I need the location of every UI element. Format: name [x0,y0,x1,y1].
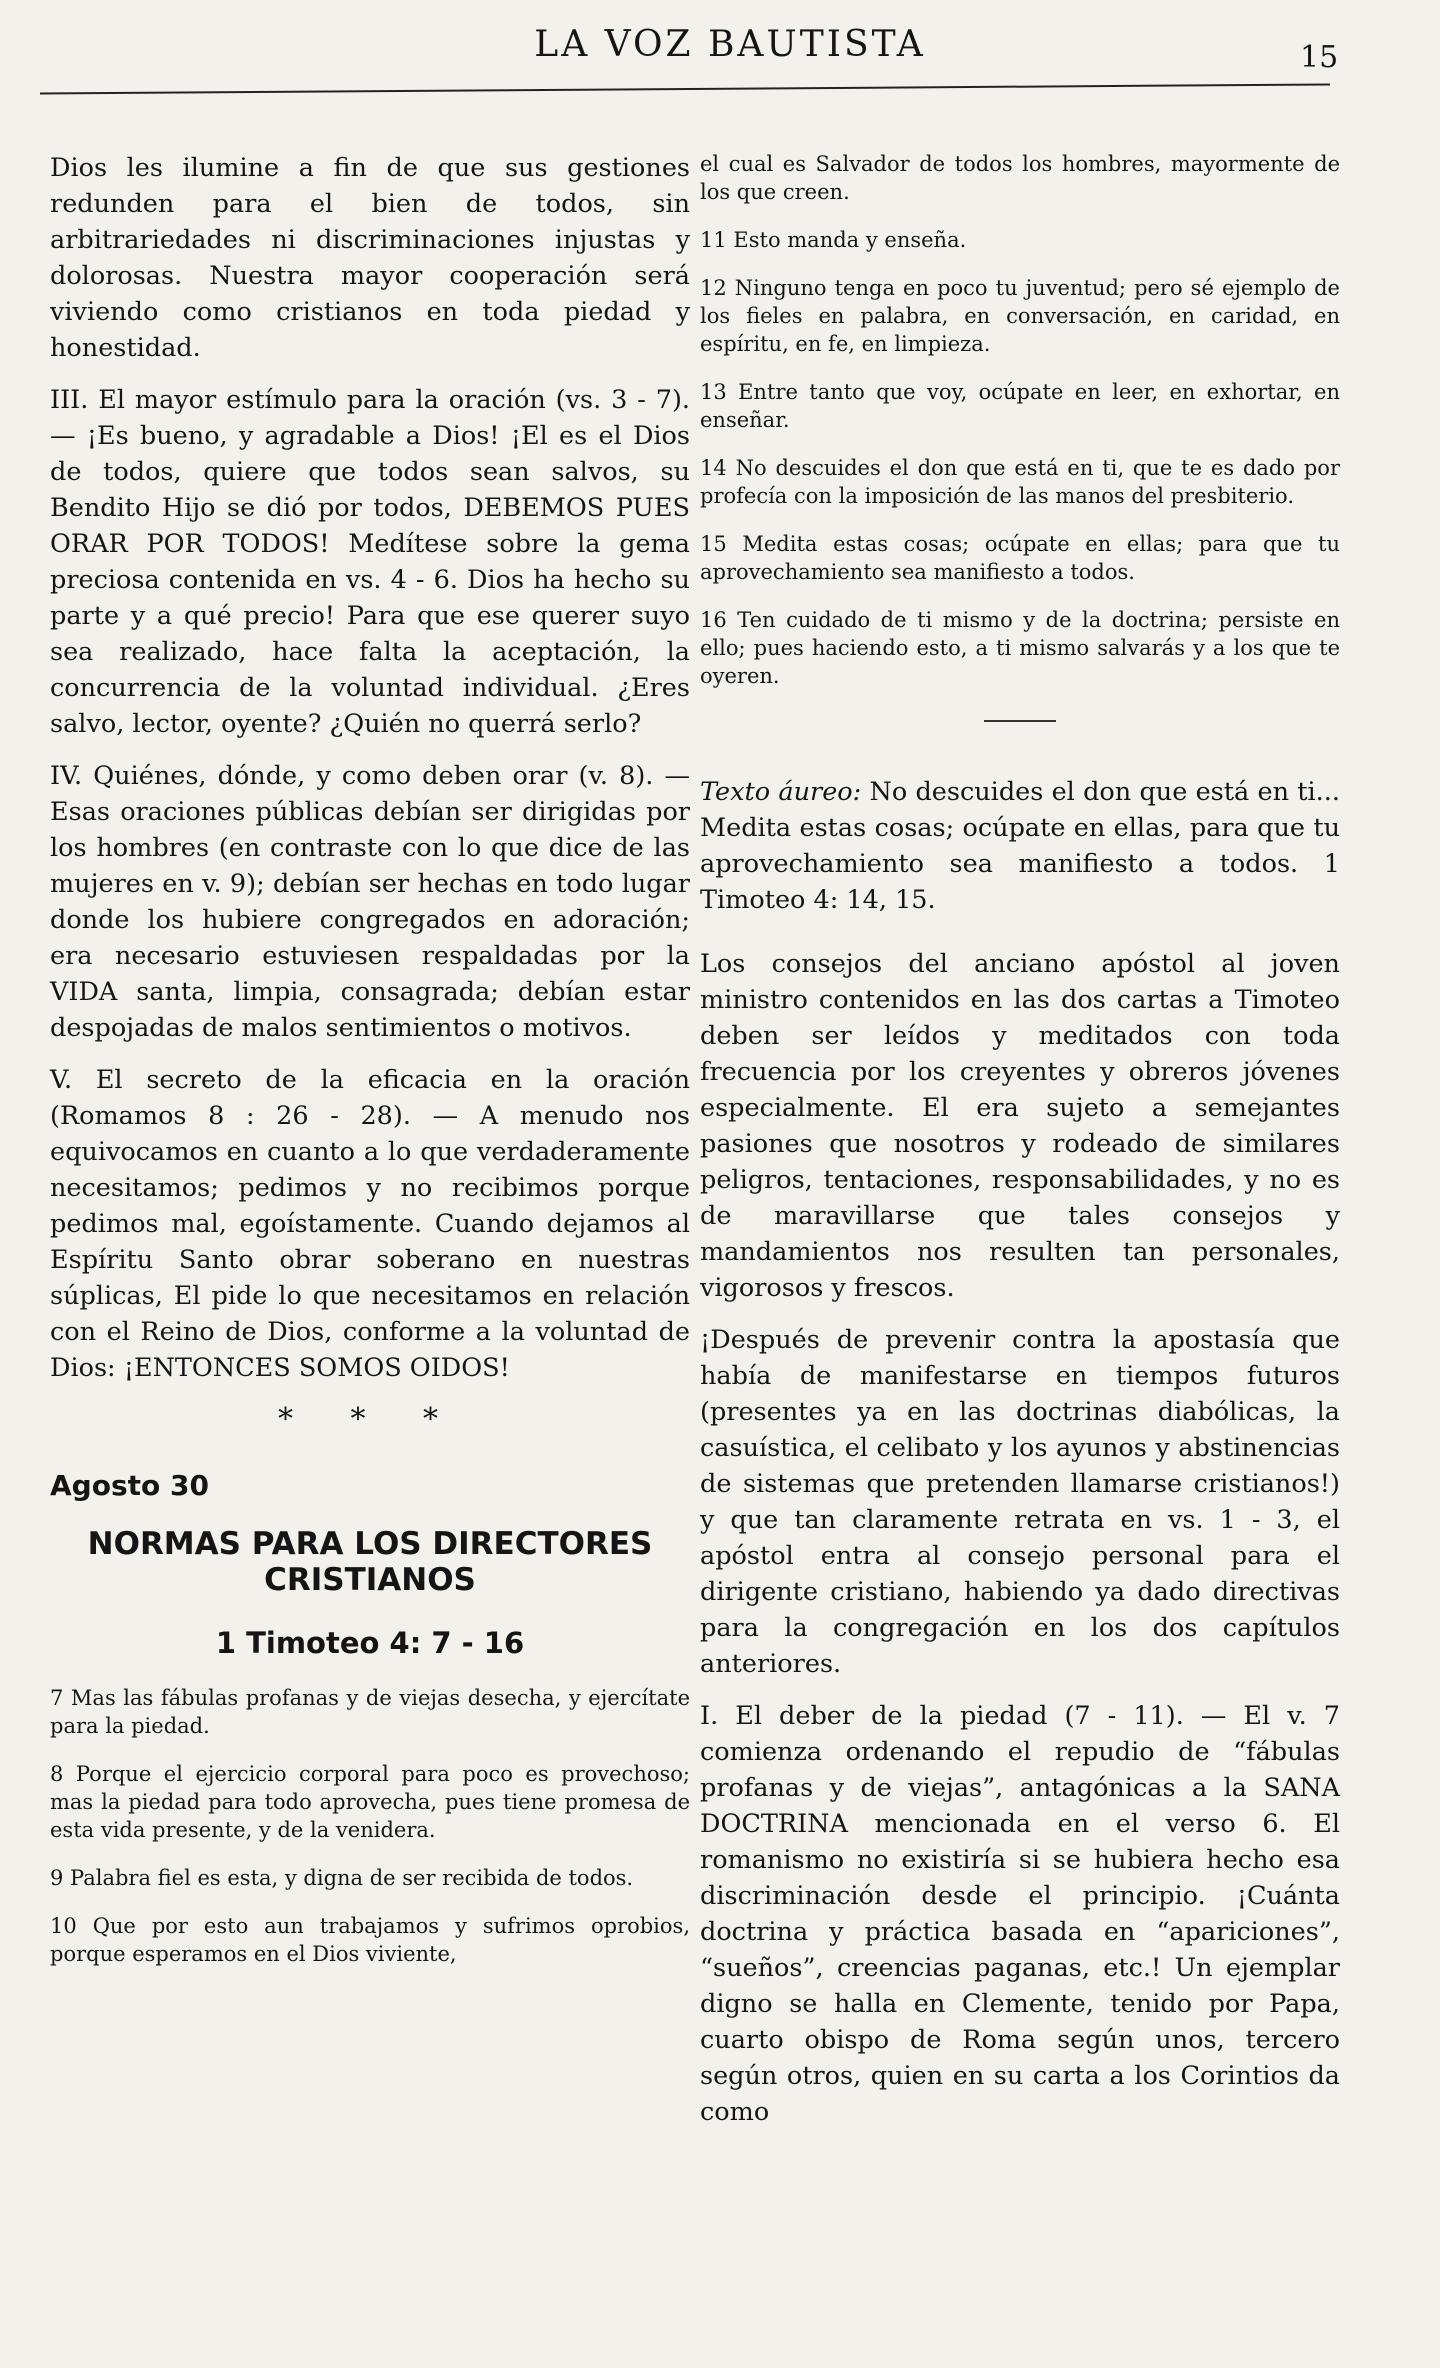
verse-11: 11 Esto manda y enseña. [700,228,967,252]
running-head: LA VOZ BAUTISTA [534,24,926,65]
header-rule [40,83,1330,94]
lesson-title: NORMAS PARA LOS DIRECTORES CRISTIANOS [87,1526,653,1598]
verse-12: 12 Ninguno tenga en poco tu juventud; pero sé ejemplo de los fieles en palabra, en conversación, en caridad, en espíritu, en fe, en limpieza. [700,276,1340,356]
page-number: 15 [1300,40,1339,75]
golden-text-body: No descuides el don que está en ti... Medita estas cosas; ocúpate en ellas, para que tu aprovechamiento sea manifiesto a todos. 1 Timoteo 4: 14, 15. [700,777,1341,915]
right-paragraph-3: I. El deber de la piedad (7 - 11). — El v. 7 comienza ordenando el repudio de “fábulas profanas y de viejas”, antagónicas a la SANA DOCTRINA mencionada en el verso 6. El romanismo no existiría si se hubiera hecho esa discriminación desde el principio. ¡Cuánta doctrina y práctica basada en “apariciones”, “sueños”, creencias paganas, etc.! Un ejemplar digno se halla en Clemente, tenido por Papa, cuarto obispo de Roma según unos, tercero según otros, quien en su carta a los Corintios da como [700,1701,1340,2127]
left-column [50,150,690,1988]
right-paragraph-1: Los consejos del anciano apóstol al joven ministro contenidos en las dos cartas a Timoteo deben ser leídos y meditados con toda frecuencia por los creyentes y obreros jóvenes especialmente. El era sujeto a semejantes pasiones que nosotros y rodeado de similares peligros, tentaciones, responsabilidades, y no es de maravillarse que tales consejos y mandamientos nos resulten tan personales, vigorosos y frescos. [700,949,1340,1303]
right-paragraph-2: ¡Después de prevenir contra la apostasía que había de manifestarse en tiempos futuros (presentes ya en las doctrinas diabólicas, la casuística, el celibato y los ayunos y abstinencias de sistemas que pretenden llamarse cristianos!) y que tan claramente retrata en vs. 1 - 3, el apóstol entra al consejo personal para el dirigente cristiano, habiendo ya dado directivas para la congregación en los dos capítulos anteriores. [700,1325,1340,1679]
verse-8: 8 Porque el ejercicio corporal para poco es provechoso; mas la piedad para todo aprovecha, pues tiene promesa de esta vida presente, y de la venidera. [50,1762,690,1842]
left-paragraph-2: III. El mayor estímulo para la oración (vs. 3 - 7). — ¡Es bueno, y agradable a Dios! ¡El es el Dios de todos, quiere que todos sean salvos, su Bendito Hijo se dió por todos, DEBEMOS PUES ORAR POR TODOS! Medítese sobre la gema preciosa contenida en vs. 4 - 6. Dios ha hecho su parte y a qué precio! Para que ese querer suyo sea realizado, hace falta la aceptación, la concurrencia de la voluntad individual. ¿Eres salvo, lector, oyente? ¿Quién no querrá serlo? [50,385,690,739]
lesson-date: Agosto 30 [50,1469,209,1502]
verse-13: 13 Entre tanto que voy, ocúpate en leer, en exhortar, en enseñar. [700,380,1340,432]
golden-text-label: Texto áureo: [700,777,862,807]
verse-15: 15 Medita estas cosas; ocúpate en ellas; para que tu aprovechamiento sea manifiesto a todos. [700,532,1340,584]
right-column [700,150,1340,2146]
left-paragraph-3: IV. Quiénes, dónde, y como deben orar (v. 8). — Esas oraciones públicas debían ser dirigidas por los hombres (en contraste con lo que dice de las mujeres en v. 9); debían ser hechas en todo lugar donde los hubiere congregados en adoración; era necesario estuviesen respaldadas por la VIDA santa, limpia, consagrada; debían estar despojadas de malos sentimientos o motivos. [50,761,690,1043]
verse-10-cont: el cual es Salvador de todos los hombres, mayormente de los que creen. [700,152,1340,204]
verse-7: 7 Mas las fábulas profanas y de viejas desecha, y ejercítate para la piedad. [50,1686,690,1738]
left-paragraph-4: V. El secreto de la eficacia en la oración (Romamos 8 : 26 - 28). — A menudo nos equivocamos en cuanto a lo que verdaderamente necesitamos; pedimos y no recibimos porque pedimos mal, egoístamente. Cuando dejamos al Espíritu Santo obrar soberano en nuestras súplicas, El pide lo que necesitamos en relación con el Reino de Dios, conforme a la voluntad de Dios: ¡ENTONCES SOMOS OIDOS! [50,1065,690,1383]
scripture-reference: 1 Timoteo 4: 7 - 16 [215,1626,525,1660]
verse-16: 16 Ten cuidado de ti mismo y de la doctrina; persiste en ello; pues haciendo esto, a ti mismo salvarás y a los que te oyeren. [700,608,1340,688]
left-paragraph-1: Dios les ilumine a fin de que sus gestiones redunden para el bien de todos, sin arbitrariedades ni discriminaciones injustas y dolorosas. Nuestra mayor cooperación será viviendo como cristianos en toda piedad y honestidad. [50,153,690,363]
verse-10: 10 Que por esto aun trabajamos y sufrimos oprobios, porque esperamos en el Dios viviente, [50,1914,690,1966]
golden-text [700,774,1340,918]
verse-14: 14 No descuides el don que está en ti, que te es dado por profecía con la imposición de las manos del presbiterio. [700,456,1340,508]
verse-9: 9 Palabra fiel es esta, y digna de ser recibida de todos. [50,1866,634,1890]
section-divider [984,720,1056,722]
asterisk-separator: * * * [277,1402,463,1437]
